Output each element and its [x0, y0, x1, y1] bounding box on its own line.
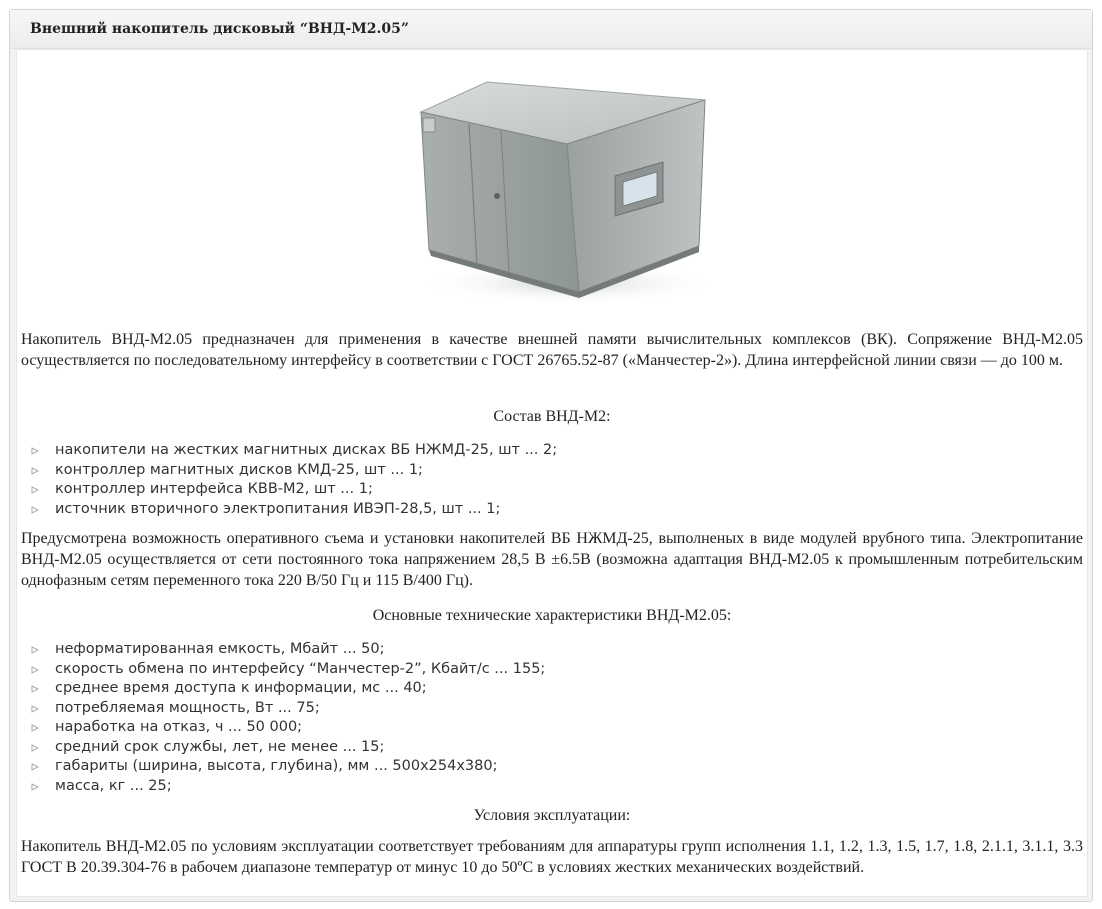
list-item: контроллер интерфейса КВВ-М2, шт ... 1;: [31, 480, 557, 500]
bullet-icon: [31, 506, 39, 514]
bullet-icon: [31, 744, 39, 752]
composition-list: [31, 441, 557, 519]
conditions-heading: Условия эксплуатации:: [473, 807, 631, 824]
intro-paragraph: Накопитель ВНД-М2.05 предназначен для применения в качестве внешней памяти вычислительных комплексов (ВК). Сопряжение ВНД-М2.05 осуществляется по последовательному интерфейсу в соответствии с ГОСТ 26765.52-87 («Манчестер-2»). Длина интерфейсной линии связи — до 100 м.: [21, 331, 1083, 369]
list-item: среднее время доступа к информации, мс ... 40;: [31, 679, 545, 699]
bullet-icon: [31, 486, 39, 494]
bullet-icon: [31, 646, 39, 654]
list-item: контроллер магнитных дисков КМД-25, шт ... 1;: [31, 461, 557, 481]
composition-heading: Состав ВНД-М2:: [493, 408, 611, 425]
bullet-icon: [31, 447, 39, 455]
bullet-icon: [31, 467, 39, 475]
product-photo: [409, 78, 711, 306]
bullet-icon: [31, 705, 39, 713]
conditions-paragraph: Накопитель ВНД-М2.05 по условиям эксплуатации соответствует требованиям для аппаратуры групп исполнения 1.1, 1.2, 1.3, 1.5, 1.7, 1.8, 2.1.1, 3.1.1, 3.3 ГОСТ В 20.39.304-76 в рабочем диапазоне температур от минус 10 до 50ºС в условиях жестких механических воздействий.: [21, 838, 1083, 876]
list-item: наработка на отказ, ч ... 50 000;: [31, 718, 545, 738]
specs-list: [31, 640, 545, 796]
list-item: масса, кг ... 25;: [31, 777, 545, 797]
specs-heading: Основные технические характеристики ВНД-М2.05:: [372, 607, 732, 624]
bullet-icon: [31, 783, 39, 791]
list-item: потребляемая мощность, Вт ... 75;: [31, 699, 545, 719]
bullet-icon: [31, 666, 39, 674]
bullet-icon: [31, 685, 39, 693]
bullet-icon: [31, 763, 39, 771]
list-item: средний срок службы, лет, не менее ... 15;: [31, 738, 545, 758]
panel-title: Внешний накопитель дисковый “ВНД-М2.05”: [10, 10, 1092, 49]
power-paragraph: Предусмотрена возможность оперативного съема и установки накопителей ВБ НЖМД-25, выполненых в виде модулей врубного типа. Электропитание ВНД-М2.05 осуществляется от сети постоянного тока напряжением 28,5 В ±6.5В (возможна адаптация ВНД-М2.05 к промышленным потребительским однофазным сетям переменного тока 220 В/50 Гц и 115 В/400 Гц).: [21, 530, 1083, 589]
panel-body: [16, 49, 1088, 897]
list-item: неформатированная емкость, Мбайт ... 50;: [31, 640, 545, 660]
list-item: накопители на жестких магнитных дисках ВБ НЖМД-25, шт ... 2;: [31, 441, 557, 461]
list-item: источник вторичного электропитания ИВЭП-28,5, шт ... 1;: [31, 500, 557, 520]
bullet-icon: [31, 724, 39, 732]
content-panel: [9, 9, 1093, 902]
list-item: габариты (ширина, высота, глубина), мм ... 500х254х380;: [31, 757, 545, 777]
list-item: скорость обмена по интерфейсу “Манчестер-2”, Кбайт/с ... 155;: [31, 660, 545, 680]
